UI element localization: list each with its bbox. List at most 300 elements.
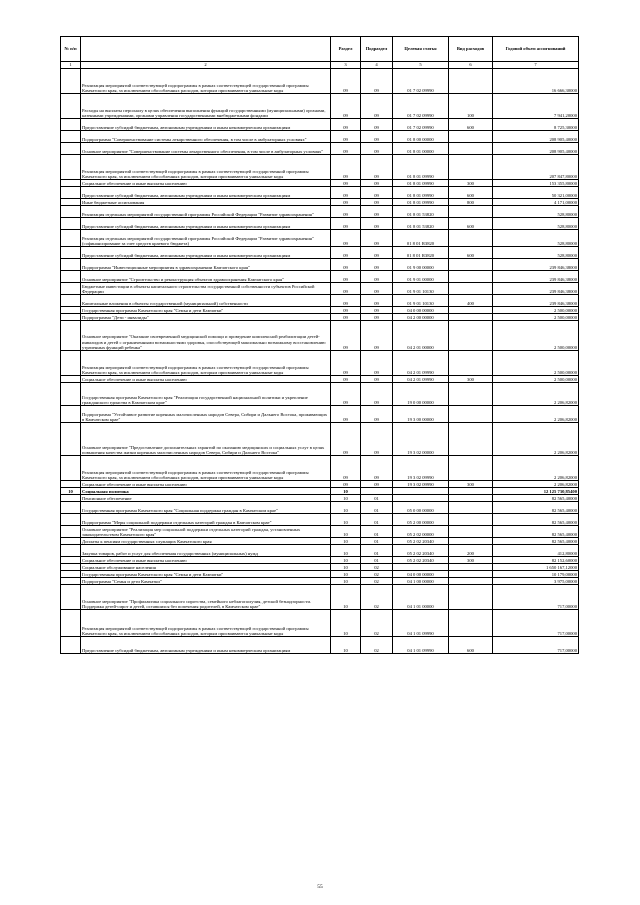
cell-target-item: 04 0 00 00000 — [393, 307, 449, 314]
cell-target-item: 05 2 02 20340 — [393, 557, 449, 564]
cell-name: Основное мероприятие "Строительство и реконструкция объектов здравоохранения Камчатского края" — [81, 271, 331, 283]
table-row — [61, 307, 579, 314]
cell-section: 09 — [331, 295, 361, 307]
cell-section: 09 — [331, 218, 361, 230]
cell-expense-type — [449, 259, 493, 271]
cell-amount: 82 152,60000 — [493, 557, 579, 564]
cell-section: 10 — [331, 578, 361, 585]
cell-amount: 239 846,38000 — [493, 259, 579, 271]
cell-name: Государственная программа Камчатского края "Семья и дети Камчатки" — [81, 571, 331, 578]
table-row — [61, 94, 579, 119]
table-row — [61, 259, 579, 271]
cell-number — [61, 247, 81, 259]
cell-name: Подпрограмма "Дети - инвалиды" — [81, 314, 331, 321]
cell-number — [61, 69, 81, 94]
cell-subsection: 09 — [361, 456, 393, 481]
table-row — [61, 180, 579, 187]
table-row — [61, 557, 579, 564]
budget-table — [60, 36, 579, 654]
cell-section: 10 — [331, 571, 361, 578]
cell-section: 09 — [331, 131, 361, 143]
cell-target-item — [393, 564, 449, 571]
table-row — [61, 69, 579, 94]
cell-section: 09 — [331, 119, 361, 131]
cell-subsection: 09 — [361, 383, 393, 406]
cell-amount: 2 206,82000 — [493, 481, 579, 488]
cell-section: 09 — [331, 481, 361, 488]
cell-name: Реализация мероприятий соответствующей подпрограммы в рамках соответствующей государственной программы Камчатского края, за исключением обособленных расходов, которым присваиваются уникальные коды — [81, 456, 331, 481]
table-row — [61, 131, 579, 143]
cell-amount: 2 206,82000 — [493, 383, 579, 406]
cell-expense-type — [449, 206, 493, 218]
cell-name: Подпрограмма "Совершенствование системы лекарственного обеспечения, в том числе в амбулаторных условиях" — [81, 131, 331, 143]
cell-subsection: 01 — [361, 514, 393, 526]
cell-subsection: 01 — [361, 502, 393, 514]
cell-amount: 2 500,00000 — [493, 314, 579, 321]
cell-expense-type: 600 — [449, 187, 493, 199]
table-row — [61, 571, 579, 578]
cell-subsection: 02 — [361, 571, 393, 578]
cell-section: 09 — [331, 187, 361, 199]
cell-target-item: 04 2 01 09990 — [393, 376, 449, 383]
cell-section: 10 — [331, 514, 361, 526]
cell-number — [61, 230, 81, 247]
table-row — [61, 247, 579, 259]
cell-amount: 528,80000 — [493, 218, 579, 230]
cell-target-item: 05 2 00 00000 — [393, 514, 449, 526]
cell-name: Предоставление субсидий бюджетным, автономным учреждениям и иным некоммерческим организациям — [81, 218, 331, 230]
cell-name: Основное мероприятие "Оказание своевременной медицинской помощи и проведение комплексной реабилитации детей-инвалидов и детей с ограниченными возможностями здоровья, способствующей максимально возможному восстановлению утраченных функций ребенка" — [81, 321, 331, 351]
cell-number — [61, 94, 81, 119]
cell-amount: 239 846,38000 — [493, 283, 579, 295]
cell-number — [61, 321, 81, 351]
header-section: Раздел — [331, 37, 361, 62]
cell-subsection: 09 — [361, 187, 393, 199]
cell-section: 09 — [331, 376, 361, 383]
cell-target-item: 05 2 02 20340 — [393, 545, 449, 557]
cell-expense-type — [449, 502, 493, 514]
cell-name: Реализация отдельных мероприятий государственной программы Российской Федерации "Развитие здравоохранения" — [81, 206, 331, 218]
cell-target-item: 05 0 00 00000 — [393, 502, 449, 514]
cell-section: 09 — [331, 155, 361, 180]
cell-expense-type: 100 — [449, 94, 493, 119]
cell-expense-type — [449, 526, 493, 538]
table-row — [61, 321, 579, 351]
table-row — [61, 423, 579, 456]
cell-name: Основное мероприятие "Совершенствование системы лекарственного обеспечения, в том числе в амбулаторных условиях" — [81, 143, 331, 155]
header-expense-type: Вид расходов — [449, 37, 493, 62]
table-row — [61, 143, 579, 155]
cell-subsection: 09 — [361, 259, 393, 271]
cell-subsection: 02 — [361, 637, 393, 654]
cell-section: 10 — [331, 557, 361, 564]
cell-name: Подпрограмма "Устойчивое развитие коренных малочисленных народов Севера, Сибири и Дальнего Востока, проживающих в Камчатском крае" — [81, 406, 331, 423]
cell-number — [61, 155, 81, 180]
cell-section: 10 — [331, 545, 361, 557]
cell-number — [61, 456, 81, 481]
cell-subsection: 01 — [361, 495, 393, 502]
table-row — [61, 545, 579, 557]
cell-expense-type: 600 — [449, 119, 493, 131]
cell-subsection: 09 — [361, 230, 393, 247]
table-row — [61, 406, 579, 423]
cell-amount: 717,00000 — [493, 610, 579, 637]
cell-number — [61, 218, 81, 230]
cell-number — [61, 578, 81, 585]
table-row — [61, 383, 579, 406]
cell-amount: 10 179,00000 — [493, 571, 579, 578]
cell-name: Предоставление субсидий бюджетным, автономным учреждениям и иным некоммерческим организациям — [81, 247, 331, 259]
cell-amount: 207 847,80000 — [493, 155, 579, 180]
cell-name: Основное мероприятие "Профилактика социального сиротства, семейного неблагополучия, детской безнадзорности. Поддержка детей-сирот и детей, оставшихся без попечения родителей, в Камчатском крае" — [81, 585, 331, 610]
cell-expense-type — [449, 283, 493, 295]
cell-number — [61, 406, 81, 423]
cell-target-item — [393, 495, 449, 502]
cell-expense-type: 600 — [449, 218, 493, 230]
cell-expense-type — [449, 488, 493, 495]
table-row — [61, 376, 579, 383]
cell-expense-type — [449, 69, 493, 94]
cell-amount: 82 565,40000 — [493, 526, 579, 538]
cell-name: Социальное обеспечение и иные выплаты населению — [81, 180, 331, 187]
cell-section: 09 — [331, 206, 361, 218]
table-row — [61, 585, 579, 610]
table-row — [61, 495, 579, 502]
cell-name: Предоставление субсидий бюджетным, автономным учреждениям и иным некоммерческим организациям — [81, 637, 331, 654]
cell-section: 09 — [331, 383, 361, 406]
cell-number — [61, 423, 81, 456]
table-body — [61, 69, 579, 654]
cell-target-item: 01 8 01 00000 — [393, 143, 449, 155]
cell-target-item: 19 3 02 09990 — [393, 456, 449, 481]
cell-target-item: 01 9 01 00000 — [393, 271, 449, 283]
table-header-row — [61, 37, 579, 62]
column-index: 7 — [493, 62, 579, 69]
cell-subsection: 09 — [361, 295, 393, 307]
cell-expense-type — [449, 578, 493, 585]
cell-target-item: 01 8 01 09990 — [393, 180, 449, 187]
header-name — [81, 37, 331, 62]
cell-section: 09 — [331, 143, 361, 155]
cell-number — [61, 119, 81, 131]
table-row — [61, 526, 579, 538]
cell-target-item: 04 1 01 09990 — [393, 637, 449, 654]
cell-amount: 412,80000 — [493, 545, 579, 557]
cell-target-item: 05 2 02 20340 — [393, 538, 449, 545]
cell-number — [61, 143, 81, 155]
cell-number — [61, 199, 81, 206]
cell-subsection: 01 — [361, 526, 393, 538]
cell-amount: 2 206,82000 — [493, 456, 579, 481]
cell-name: Основное мероприятие "Реализация мер социальной поддержки отдельных категорий граждан, установленных законодательством Камчатского края" — [81, 526, 331, 538]
cell-subsection: 09 — [361, 376, 393, 383]
cell-section: 10 — [331, 585, 361, 610]
cell-target-item: 01 9 01 10130 — [393, 283, 449, 295]
cell-section: 09 — [331, 259, 361, 271]
cell-name: Государственная программа Камчатского края "Семья и дети Камчатки" — [81, 307, 331, 314]
cell-target-item: 01 8 01 53820 — [393, 206, 449, 218]
table-row — [61, 456, 579, 481]
cell-number — [61, 564, 81, 571]
cell-name: Социальная политика — [81, 488, 331, 495]
cell-amount: 8 725,30000 — [493, 119, 579, 131]
cell-number — [61, 295, 81, 307]
cell-number — [61, 271, 81, 283]
cell-expense-type — [449, 383, 493, 406]
cell-amount: 7 941,20000 — [493, 94, 579, 119]
cell-expense-type — [449, 456, 493, 481]
cell-subsection: 09 — [361, 180, 393, 187]
cell-section: 10 — [331, 637, 361, 654]
table-row — [61, 637, 579, 654]
cell-target-item: 19 3 02 09990 — [393, 481, 449, 488]
cell-number — [61, 314, 81, 321]
cell-number — [61, 557, 81, 564]
cell-target-item: 04 1 01 00000 — [393, 585, 449, 610]
cell-amount: 208 905,40000 — [493, 143, 579, 155]
cell-amount: 528,80000 — [493, 247, 579, 259]
cell-name: Основное мероприятие "Предоставление дополнительных гарантий по оказанию медицинских и социальных услуг в целях повышения качества жизни коренных малочисленных народов Севера, Сибири и Дальнего Востока" — [81, 423, 331, 456]
cell-expense-type — [449, 351, 493, 376]
cell-expense-type — [449, 423, 493, 456]
cell-number — [61, 259, 81, 271]
cell-section: 09 — [331, 283, 361, 295]
table-row — [61, 187, 579, 199]
cell-name: Подпрограмма "Инвестиционные мероприятия в здравоохранении Камчатского края" — [81, 259, 331, 271]
cell-subsection: 09 — [361, 218, 393, 230]
cell-amount: 4 171,00000 — [493, 199, 579, 206]
cell-amount: 2 500,00000 — [493, 351, 579, 376]
cell-number: 10 — [61, 488, 81, 495]
cell-amount: 717,00000 — [493, 637, 579, 654]
cell-expense-type — [449, 406, 493, 423]
cell-target-item: 19 3 00 00000 — [393, 406, 449, 423]
table-row — [61, 155, 579, 180]
cell-expense-type — [449, 538, 493, 545]
cell-number — [61, 538, 81, 545]
table-row — [61, 538, 579, 545]
cell-subsection: 09 — [361, 314, 393, 321]
cell-target-item: 04 1 01 09990 — [393, 610, 449, 637]
column-index: 5 — [393, 62, 449, 69]
column-index: 2 — [81, 62, 331, 69]
cell-section: 09 — [331, 271, 361, 283]
cell-subsection: 09 — [361, 69, 393, 94]
table-row — [61, 199, 579, 206]
table-row — [61, 119, 579, 131]
cell-number — [61, 206, 81, 218]
cell-expense-type: 300 — [449, 180, 493, 187]
cell-target-item: 04 2 00 00000 — [393, 314, 449, 321]
page-number: 55 — [317, 884, 323, 890]
cell-name: Реализация мероприятий соответствующей подпрограммы в рамках соответствующей государственной программы Камчатского края, за исключением обособленных расходов, которым присваиваются уникальные коды — [81, 69, 331, 94]
cell-expense-type — [449, 230, 493, 247]
cell-name: Социальное обеспечение и иные выплаты населению — [81, 376, 331, 383]
table-row — [61, 206, 579, 218]
cell-amount: 153 355,80000 — [493, 180, 579, 187]
cell-subsection: 02 — [361, 610, 393, 637]
cell-subsection: 09 — [361, 481, 393, 488]
cell-name: Закупка товаров, работ и услуг для обеспечения государственных (муниципальных) нужд — [81, 545, 331, 557]
column-index: 6 — [449, 62, 493, 69]
column-index: 4 — [361, 62, 393, 69]
cell-subsection: 02 — [361, 585, 393, 610]
table-row — [61, 564, 579, 571]
cell-amount: 3 975,00000 — [493, 578, 579, 585]
cell-number — [61, 545, 81, 557]
cell-expense-type — [449, 585, 493, 610]
cell-number — [61, 187, 81, 199]
cell-target-item: 19 3 02 00000 — [393, 423, 449, 456]
cell-section: 10 — [331, 488, 361, 495]
table-row — [61, 488, 579, 495]
cell-amount: 2 500,00000 — [493, 376, 579, 383]
cell-section: 09 — [331, 351, 361, 376]
cell-amount: 82 565,40000 — [493, 495, 579, 502]
cell-expense-type — [449, 514, 493, 526]
cell-subsection: 09 — [361, 155, 393, 180]
cell-number — [61, 585, 81, 610]
header-number: № п/п — [61, 37, 81, 62]
cell-expense-type: 600 — [449, 637, 493, 654]
cell-expense-type — [449, 143, 493, 155]
cell-amount: 82 565,40000 — [493, 538, 579, 545]
cell-subsection: 09 — [361, 143, 393, 155]
cell-number — [61, 481, 81, 488]
cell-subsection: 09 — [361, 307, 393, 314]
table-row — [61, 610, 579, 637]
cell-target-item: 01 9 00 00000 — [393, 259, 449, 271]
cell-subsection: 09 — [361, 351, 393, 376]
cell-subsection: 09 — [361, 94, 393, 119]
cell-name: Подпрограмма "Меры социальной поддержки отдельных категорий граждан в Камчатском крае" — [81, 514, 331, 526]
cell-name: Реализация мероприятий соответствующей подпрограммы в рамках соответствующей государственной программы Камчатского края, за исключением обособленных расходов, которым присваиваются уникальные коды — [81, 351, 331, 376]
cell-number — [61, 637, 81, 654]
cell-section: 10 — [331, 564, 361, 571]
cell-name: Социальное обеспечение и иные выплаты населению — [81, 557, 331, 564]
cell-number — [61, 351, 81, 376]
cell-amount: 2 500,00000 — [493, 307, 579, 314]
table-row — [61, 283, 579, 295]
cell-section: 09 — [331, 69, 361, 94]
cell-subsection: 09 — [361, 131, 393, 143]
cell-section: 10 — [331, 502, 361, 514]
budget-document — [60, 36, 578, 654]
cell-name: Социальное обеспечение и иные выплаты населению — [81, 481, 331, 488]
table-row — [61, 481, 579, 488]
cell-amount: 528,80000 — [493, 230, 579, 247]
cell-subsection: 09 — [361, 247, 393, 259]
cell-subsection: 01 — [361, 538, 393, 545]
cell-amount: 50 321,00000 — [493, 187, 579, 199]
cell-amount: 208 905,40000 — [493, 131, 579, 143]
cell-amount: 528,80000 — [493, 206, 579, 218]
cell-target-item: 01 9 01 10130 — [393, 295, 449, 307]
cell-section: 10 — [331, 538, 361, 545]
cell-subsection: 09 — [361, 321, 393, 351]
cell-number — [61, 571, 81, 578]
cell-expense-type: 300 — [449, 557, 493, 564]
cell-name: Бюджетные инвестиции в объекты капитального строительства государственной собственности субъектов Российской Федерации — [81, 283, 331, 295]
cell-target-item: 05 2 02 00000 — [393, 526, 449, 538]
cell-expense-type — [449, 307, 493, 314]
cell-expense-type — [449, 314, 493, 321]
cell-name: Социальное обслуживание населения — [81, 564, 331, 571]
cell-target-item: 01 8 00 00000 — [393, 131, 449, 143]
cell-number — [61, 307, 81, 314]
cell-amount: 239 846,38000 — [493, 271, 579, 283]
cell-name: Предоставление субсидий бюджетным, автономным учреждениям и иным некоммерческим организациям — [81, 119, 331, 131]
cell-name: Расходы на выплаты персоналу в целях обеспечения выполнения функций государственными (муниципальными) органами, казенными учреждениями, органами управления государственными внебюджетными фондами — [81, 94, 331, 119]
cell-amount: 2 206,82000 — [493, 406, 579, 423]
cell-expense-type — [449, 321, 493, 351]
cell-amount: 12 125 730,85400 — [493, 488, 579, 495]
cell-target-item: 04 2 01 00000 — [393, 321, 449, 351]
cell-subsection: 09 — [361, 283, 393, 295]
cell-section: 09 — [331, 94, 361, 119]
cell-target-item: 01 8 01 09990 — [393, 187, 449, 199]
cell-expense-type — [449, 564, 493, 571]
cell-section: 09 — [331, 406, 361, 423]
cell-name: Государственная программа Камчатского края "Реализация государственной национальной политики и укрепление гражданского единства в Камчатском крае" — [81, 383, 331, 406]
table-row — [61, 351, 579, 376]
cell-target-item: 01 8 01 53820 — [393, 218, 449, 230]
cell-section: 09 — [331, 247, 361, 259]
cell-section: 09 — [331, 321, 361, 351]
cell-subsection: 09 — [361, 423, 393, 456]
cell-expense-type: 300 — [449, 376, 493, 383]
table-row — [61, 230, 579, 247]
cell-section: 09 — [331, 180, 361, 187]
table-row — [61, 295, 579, 307]
cell-amount: 82 565,40000 — [493, 502, 579, 514]
cell-name: Реализация мероприятий соответствующей подпрограммы в рамках соответствующей государственной программы Камчатского края, за исключением обособленных расходов, которым присваиваются уникальные коды — [81, 610, 331, 637]
cell-name: Иные бюджетные ассигнования — [81, 199, 331, 206]
cell-expense-type — [449, 271, 493, 283]
cell-expense-type — [449, 155, 493, 180]
cell-subsection: 09 — [361, 406, 393, 423]
cell-number — [61, 383, 81, 406]
cell-number — [61, 283, 81, 295]
cell-number — [61, 180, 81, 187]
cell-number — [61, 502, 81, 514]
cell-target-item: 04 0 00 00000 — [393, 571, 449, 578]
header-annual-amount: Годовой объем ассигнований — [493, 37, 579, 62]
cell-subsection: 01 — [361, 545, 393, 557]
cell-subsection: 09 — [361, 199, 393, 206]
table-row — [61, 218, 579, 230]
table-row — [61, 578, 579, 585]
cell-target-item: 01 8 01 09990 — [393, 155, 449, 180]
cell-name: Подпрограмма "Семья и дети Камчатки" — [81, 578, 331, 585]
cell-amount: 239 846,38000 — [493, 295, 579, 307]
header-subsection: Подраздел — [361, 37, 393, 62]
table-row — [61, 271, 579, 283]
cell-subsection — [361, 488, 393, 495]
cell-amount: 2 206,82000 — [493, 423, 579, 456]
cell-section: 09 — [331, 456, 361, 481]
cell-amount: 16 666,30000 — [493, 69, 579, 94]
cell-expense-type — [449, 495, 493, 502]
cell-expense-type — [449, 131, 493, 143]
table-row — [61, 514, 579, 526]
cell-expense-type — [449, 610, 493, 637]
cell-name: Капитальные вложения в объекты государственной (муниципальной) собственности — [81, 295, 331, 307]
cell-number — [61, 495, 81, 502]
cell-target-item: 01 8 01 R3820 — [393, 247, 449, 259]
cell-expense-type: 200 — [449, 545, 493, 557]
cell-section: 09 — [331, 423, 361, 456]
